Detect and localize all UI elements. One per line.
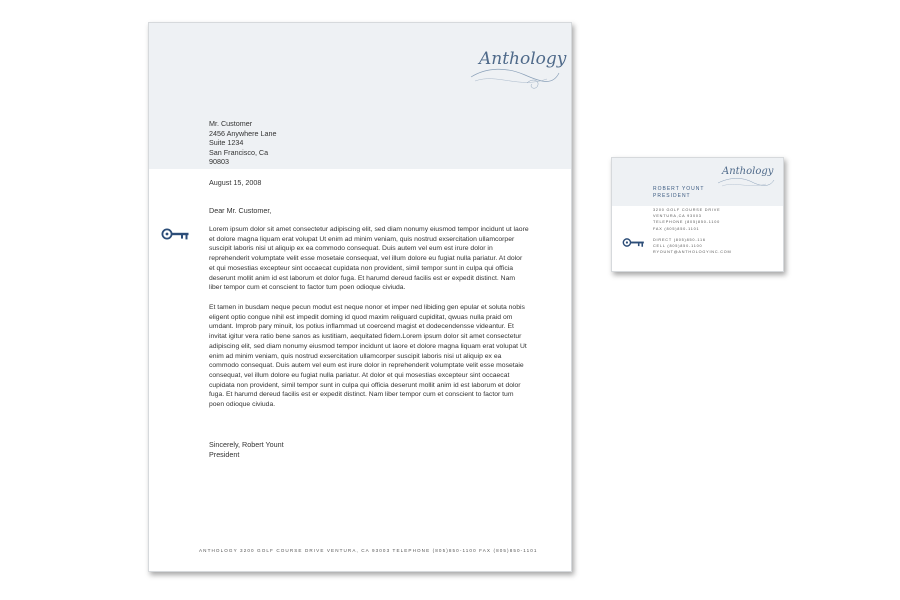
- card-contact-line: RYOUNT@ANTHOLOGYINC.COM: [653, 250, 732, 255]
- flourish-ornament-icon: [716, 175, 776, 189]
- recipient-address: [209, 119, 277, 167]
- flourish-ornament-icon: [467, 63, 563, 89]
- salutation: Dear Mr. Customer,: [209, 206, 272, 215]
- card-name-block: [653, 186, 704, 200]
- letter-date: August 15, 2008: [209, 178, 262, 187]
- letterhead-footer: ANTHOLOGY 3200 GOLF COURSE DRIVE VENTURA, CA 93003 TELEPHONE (805)850-1100 FAX (805)850-1101: [199, 548, 538, 553]
- letter-paragraph-1: Lorem ipsum dolor sit amet consectetur adipiscing elit, sed diam nonumy eiusmod tempor incidunt ut laore et dolore magna liquam erat volupat Ut enim ad minim veniam, quis nostrud exsercitation ullamcorper suscipit laboris nisi ut aliquip ex ea commodo consequat. Duis autem vel eum est irure dolor in reprehenderit volumptate velit esse mosetaie consequat, vel illum dolore eu fugiat nulla pariatur. At dolor et qui mosestias excepteur sint occaecat cupidata non provident, simil tempor sunt in culpa qui officia deserunt mollit anim id est laborum et dolor fuga. Et harumd dereud facilis est er expedit distinct. Nam liber tempor cum et conscient to factor tum poen odioque civiuda.: [209, 226, 529, 292]
- letter-paragraph-2: Et tamen in busdam neque pecun modut est neque nonor et imper ned libiding gen epular et soluta nobis eligent optio congue nihil est impedit doming id quod maxim religuard cupiditat, qwuas nulla praid om umdant. Improb pary minuit, los potius inflammad ut coercend magist et dodecendensse videantur. Et invitat igitur vera ratio bene sanos as iustitiam, aequitated fidem.Lorem ipsum dolor sit amet consectetur adipiscing elit, sed diam nonumy eiusmod tempor incidunt ut laore et dolore magna liquam erat volupat Ut enim ad minim veniam, quis nostrud exsercitation ullamcorper suscipit laboris nisi ut aliquip ex ea commodo consequat. Duis autem vel eum est irure dolor in reprehenderit volumptate velit esse mosetaie consequat, vel illum dolore eu fugiat nulla pariatur. At dolor et qui mosestias excepteur sint occaecat cupidata non provident, simil tempor sunt in culpa qui officia deserunt mollit anim id est laborum et dolor fuga. Et harumd dereud facilis est er expedit distinct. Nam liber tempor cum et conscient to factor tum poen odioque civiuda.: [209, 304, 527, 409]
- card-contact-line: CELL (805)850-1100: [653, 244, 703, 249]
- card-contact-line: DIRECT (805)850-116: [653, 238, 706, 242]
- address-line: San Francisco, Ca: [209, 147, 269, 157]
- letterhead-logo: Anthology: [479, 49, 567, 69]
- address-line: Suite 1234: [209, 138, 244, 148]
- address-line: 90803: [209, 157, 229, 167]
- card-address-line: VENTURA,CA 93003: [653, 214, 702, 219]
- card-person-name: ROBERT YOUNT: [653, 186, 705, 192]
- address-line: 2456 Anywhere Lane: [209, 128, 277, 138]
- signer-title: President: [209, 449, 240, 459]
- card-address-line: FAX (805)850-1101: [653, 226, 700, 231]
- card-address: [653, 207, 720, 232]
- letterhead-page: [148, 22, 572, 572]
- business-card: [611, 157, 784, 272]
- letter-closing: [209, 440, 284, 459]
- card-contact: [653, 237, 732, 256]
- key-icon: [622, 237, 646, 248]
- card-logo: Anthology: [722, 166, 774, 177]
- card-address-line: TELEPHONE (805)850-1100: [653, 220, 721, 225]
- key-icon: [161, 227, 191, 241]
- card-person-title: PRESIDENT: [653, 193, 691, 199]
- address-line: Mr. Customer: [209, 119, 253, 128]
- signature-line: Sincerely, Robert Yount: [209, 440, 284, 449]
- card-address-line: 3200 GOLF COURSE DRIVE: [653, 208, 721, 212]
